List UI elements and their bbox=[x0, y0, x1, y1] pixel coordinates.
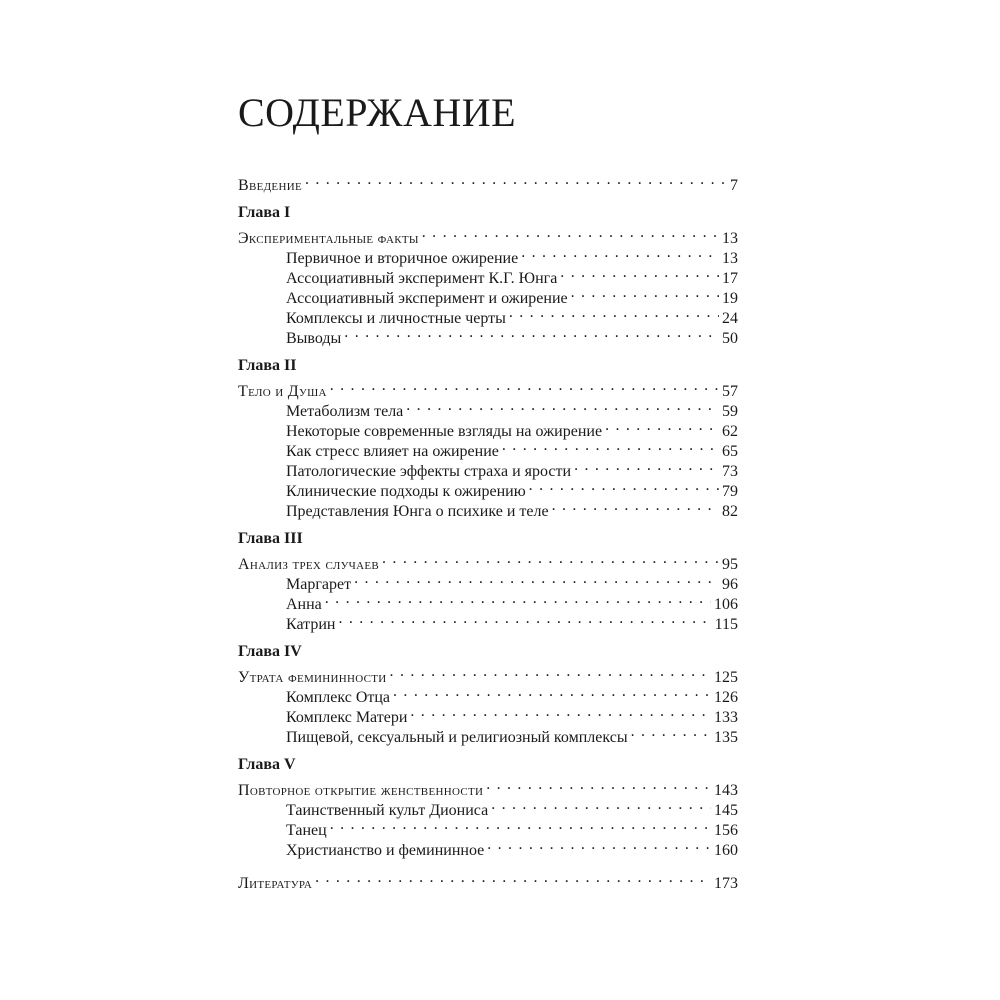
toc-entry-page: 133 bbox=[714, 709, 738, 726]
chapter-heading: Глава IV bbox=[238, 643, 302, 660]
dot-leader bbox=[521, 243, 719, 263]
dot-leader bbox=[354, 569, 719, 589]
dot-leader bbox=[393, 682, 711, 702]
toc-entry-label: Повторное открытие женственности bbox=[238, 782, 484, 799]
dot-leader bbox=[330, 815, 711, 835]
dot-leader bbox=[502, 436, 719, 456]
toc-entry-literature[interactable] bbox=[238, 868, 738, 892]
chapters-list bbox=[238, 203, 738, 859]
toc-entry-page: 115 bbox=[714, 616, 738, 633]
toc-entry-label: Анна bbox=[286, 596, 322, 613]
dot-leader bbox=[344, 323, 719, 343]
dot-leader bbox=[382, 549, 719, 569]
toc-chapter-entry[interactable] bbox=[238, 376, 738, 400]
toc-entry-label: Как стресс влияет на ожирение bbox=[286, 443, 499, 460]
toc-entry-page: 19 bbox=[722, 290, 738, 307]
dot-leader bbox=[552, 496, 719, 516]
toc-entry-page: 62 bbox=[722, 423, 738, 440]
page-title: СОДЕРЖАНИЕ bbox=[238, 90, 517, 135]
dot-leader bbox=[574, 456, 719, 476]
toc-entry-intro[interactable] bbox=[238, 170, 738, 194]
dot-leader bbox=[330, 376, 719, 396]
toc-entry-label: Выводы bbox=[286, 330, 342, 347]
toc-chapter-entry[interactable] bbox=[238, 223, 738, 247]
dot-leader bbox=[560, 263, 719, 283]
toc-entry-label: Литература bbox=[238, 875, 313, 892]
toc-entry-label: Христианство и фемининное bbox=[286, 842, 485, 859]
toc-entry-label: Пищевой, сексуальный и религиозный комплексы bbox=[286, 729, 628, 746]
dot-leader bbox=[529, 476, 719, 496]
chapter-heading: Глава V bbox=[238, 756, 296, 773]
dot-leader bbox=[571, 283, 719, 303]
dot-leader bbox=[390, 662, 711, 682]
dot-leader bbox=[406, 396, 719, 416]
toc-entry-page: 65 bbox=[722, 443, 738, 460]
dot-leader bbox=[487, 835, 711, 855]
toc-entry-label: Патологические эффекты страха и ярости bbox=[286, 463, 572, 480]
toc-entry-label: Ассоциативный эксперимент и ожирение bbox=[286, 290, 568, 307]
toc-entry-page: 156 bbox=[714, 822, 738, 839]
toc-entry-label: Маргарет bbox=[286, 576, 352, 593]
toc-entry-page: 7 bbox=[730, 177, 738, 194]
toc-entry-page: 13 bbox=[722, 250, 738, 267]
toc-entry-label: Тело и Душа bbox=[238, 383, 327, 400]
toc-entry-page: 145 bbox=[714, 802, 738, 819]
toc-entry-page: 106 bbox=[714, 596, 738, 613]
toc-entry-page: 95 bbox=[722, 556, 738, 573]
toc-chapter-entry[interactable] bbox=[238, 549, 738, 573]
toc-entry-page: 160 bbox=[714, 842, 738, 859]
toc-entry-label: Комплекс Матери bbox=[286, 709, 408, 726]
dot-leader bbox=[315, 868, 711, 888]
toc-chapter-entry[interactable] bbox=[238, 775, 738, 799]
dot-leader bbox=[509, 303, 719, 323]
toc-entry-label: Введение bbox=[238, 177, 302, 194]
toc-entry-page: 82 bbox=[722, 503, 738, 520]
chapter-heading: Глава II bbox=[238, 357, 297, 374]
dot-leader bbox=[491, 795, 711, 815]
toc-entry-page: 173 bbox=[714, 875, 738, 892]
toc-entry-page: 24 bbox=[722, 310, 738, 327]
toc-entry-page: 79 bbox=[722, 483, 738, 500]
dot-leader bbox=[305, 170, 727, 190]
toc-entry-label: Анализ трех случаев bbox=[238, 556, 380, 573]
dot-leader bbox=[422, 223, 719, 243]
toc-entry-label: Танец bbox=[286, 822, 327, 839]
toc-entry-label: Представления Юнга о психике и теле bbox=[286, 503, 549, 520]
toc-page bbox=[238, 88, 738, 892]
toc-entry-page: 13 bbox=[722, 230, 738, 247]
toc-entry-page: 17 bbox=[722, 270, 738, 287]
toc-entry-page: 96 bbox=[722, 576, 738, 593]
chapter-heading: Глава III bbox=[238, 530, 303, 547]
dot-leader bbox=[486, 775, 711, 795]
dot-leader bbox=[325, 589, 711, 609]
toc-entry-page: 125 bbox=[714, 669, 738, 686]
toc-entry-label: Экспериментальные факты bbox=[238, 230, 419, 247]
toc-entry-label: Клинические подходы к ожирению bbox=[286, 483, 526, 500]
toc-entry-label: Первичное и вторичное ожирение bbox=[286, 250, 519, 267]
dot-leader bbox=[338, 609, 711, 629]
toc-entry-page: 73 bbox=[722, 463, 738, 480]
toc-entry-label: Некоторые современные взгляды на ожирение bbox=[286, 423, 603, 440]
toc-body bbox=[238, 170, 738, 892]
toc-entry-label: Комплекс Отца bbox=[286, 689, 391, 706]
toc-entry-page: 143 bbox=[714, 782, 738, 799]
toc-entry-page: 57 bbox=[722, 383, 738, 400]
toc-entry-page: 50 bbox=[722, 330, 738, 347]
chapter-heading: Глава I bbox=[238, 204, 291, 221]
toc-entry-label: Таинственный культ Диониса bbox=[286, 802, 489, 819]
toc-entry-page: 126 bbox=[714, 689, 738, 706]
toc-entry-label: Комплексы и личностные черты bbox=[286, 310, 506, 327]
toc-entry-page: 135 bbox=[714, 729, 738, 746]
dot-leader bbox=[410, 702, 711, 722]
toc-entry-label: Метаболизм тела bbox=[286, 403, 404, 420]
toc-entry-page: 59 bbox=[722, 403, 738, 420]
toc-entry-label: Утрата фемининности bbox=[238, 669, 387, 686]
toc-entry-label: Катрин bbox=[286, 616, 336, 633]
toc-chapter-entry[interactable] bbox=[238, 662, 738, 686]
dot-leader bbox=[605, 416, 719, 436]
toc-entry-label: Ассоциативный эксперимент К.Г. Юнга bbox=[286, 270, 558, 287]
dot-leader bbox=[631, 722, 711, 742]
